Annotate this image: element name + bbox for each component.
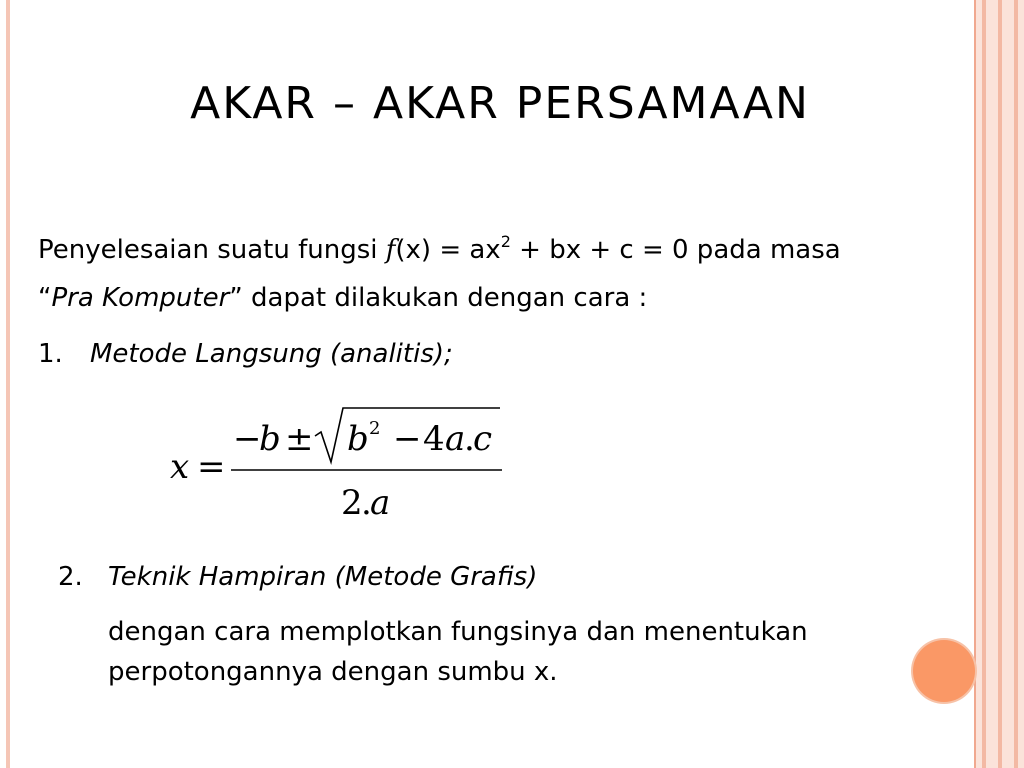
formula-minus-2: −	[393, 419, 422, 459]
denominator-two: 2	[341, 483, 363, 523]
slide-title: AKAR – AKAR PERSAMAAN	[190, 78, 810, 129]
denominator-dot: .	[361, 483, 372, 523]
function-symbol: f	[385, 235, 396, 265]
formula-c: c	[473, 419, 493, 459]
quote-open: “	[38, 283, 52, 313]
intro-prefix: Penyelesaian suatu fungsi	[38, 235, 386, 265]
intro-suffix: + bx + c = 0 pada masa	[510, 235, 841, 265]
formula-equals: =	[197, 447, 226, 487]
list-text-1: Metode Langsung (analitis);	[90, 339, 453, 369]
formula-minus: −	[233, 419, 262, 459]
formula-exponent: 2	[369, 418, 381, 439]
list-number-2: 2.	[58, 562, 83, 592]
list-item-1	[38, 339, 453, 369]
formula-x: x	[170, 447, 190, 487]
formula-plusminus: ±	[285, 419, 314, 459]
list-item-2-description: dengan cara memplotkan fungsinya dan menentukan perpotongannya dengan sumbu x.	[108, 617, 808, 687]
formula-dot: .	[464, 419, 475, 459]
list-text-2: Teknik Hampiran (Metode Grafis)	[108, 562, 538, 592]
formula-four: 4	[423, 419, 445, 459]
intro-line-2	[38, 283, 647, 313]
list-item-2	[58, 562, 537, 592]
line2-rest: ” dapat dilakukan dengan cara :	[229, 283, 648, 313]
formula-b-squared: b	[347, 419, 369, 459]
formula-a: a	[445, 419, 466, 459]
quadratic-formula	[165, 400, 510, 525]
formula-b: b	[259, 419, 281, 459]
decorative-circle	[913, 640, 975, 702]
denominator-a: a	[370, 483, 391, 523]
pra-komputer-text: Pra Komputer	[51, 283, 230, 313]
list-number-1: 1.	[38, 339, 63, 369]
intro-line	[38, 232, 841, 265]
intro-mid: (x) = ax	[395, 235, 501, 265]
intro-exponent: 2	[500, 232, 511, 251]
